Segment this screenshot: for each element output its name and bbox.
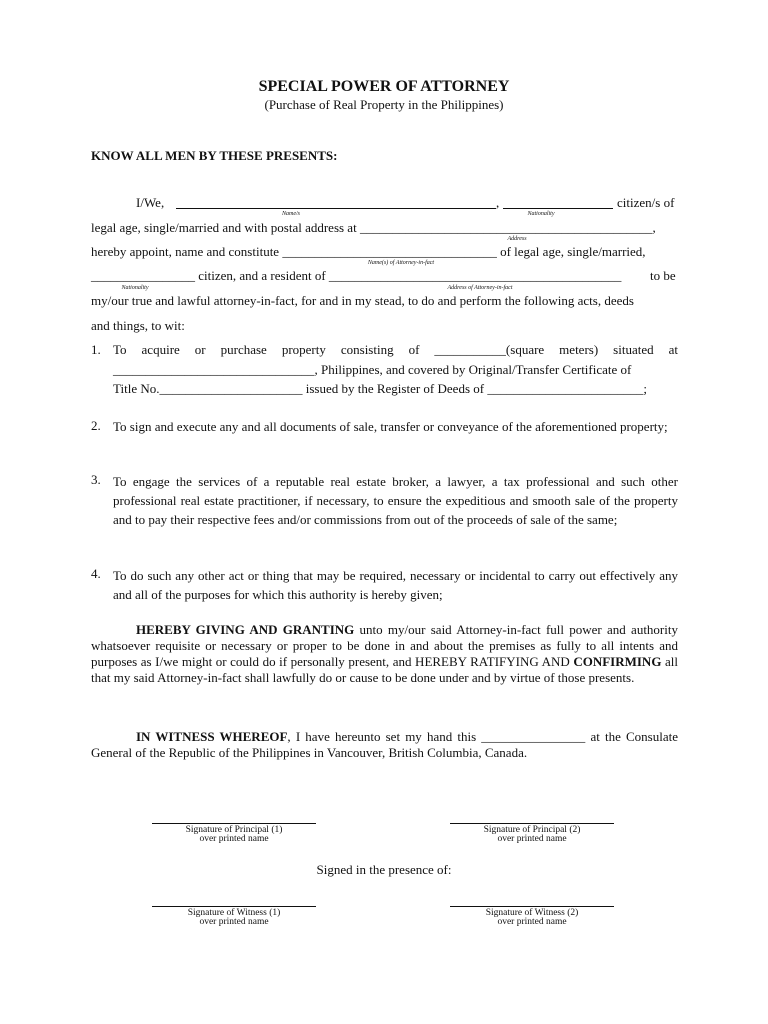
document-title: SPECIAL POWER OF ATTORNEY bbox=[258, 78, 510, 95]
item-3-text: To engage the services of a reputable real estate broker, a lawyer, a tax professional and such other professional real estate practitioner, if necessary, to ensure the expeditious and smooth sale of the property and to pay their respective fees and/or commissions from out of the proceeds of sale of the same; bbox=[113, 474, 678, 527]
witness-1-printed: over printed name bbox=[199, 917, 269, 927]
granting-text-1: unto my/our said Attorney-in-fact full power and authority whatsoever requisite or necessary or proper to be done in and about the premises as fully to all intents and purposes as I/we might or could do if personally present, and HEREBY RATIFYING AND bbox=[91, 622, 678, 669]
granting-bold-1: HEREBY GIVING AND GRANTING bbox=[136, 622, 355, 637]
item-2-number: 2. bbox=[91, 418, 101, 433]
opening-line-2: legal age, single/married and with postal address at _____________________________________________, bbox=[91, 220, 656, 235]
names-blank bbox=[176, 208, 496, 209]
granting-paragraph bbox=[91, 622, 678, 686]
item-1-line-2: _______________________________, Philippines, and covered by Original/Transfer Certificate of bbox=[113, 362, 632, 377]
principal-2-label: Signature of Principal (2) bbox=[483, 825, 581, 835]
intro-heading: KNOW ALL MEN BY THESE PRESENTS: bbox=[91, 148, 338, 163]
caption-address-attorney: Address of Attorney-in-fact bbox=[447, 285, 513, 291]
principal-1-printed: over printed name bbox=[199, 834, 269, 844]
item-4-number: 4. bbox=[91, 566, 101, 581]
opening-line-3: hereby appoint, name and constitute _________________________________ of legal age, single/married, bbox=[91, 244, 646, 259]
opening-line-6: and things, to wit: bbox=[91, 318, 185, 333]
principal-1-label: Signature of Principal (1) bbox=[185, 825, 283, 835]
principal-1-signature-line bbox=[152, 823, 316, 824]
item-3-number: 3. bbox=[91, 472, 101, 487]
granting-text-2: all that my said Attorney-in-fact shall lawfully do or cause to be done under and by virtue of those presents. bbox=[91, 654, 678, 685]
to-be-text: to be bbox=[650, 268, 676, 283]
witness-1-signature-line bbox=[152, 906, 316, 907]
caption-names: Name/s bbox=[282, 211, 300, 217]
caption-address: Address bbox=[507, 236, 527, 242]
nationality-attorney-blank: ________________ bbox=[91, 268, 195, 283]
signed-in-presence: Signed in the presence of: bbox=[316, 862, 452, 877]
witness-1-label: Signature of Witness (1) bbox=[187, 908, 281, 918]
witness-bold: IN WITNESS WHEREOF bbox=[136, 729, 288, 744]
opening-prefix: I/We, bbox=[136, 195, 165, 210]
opening-suffix: citizen/s of bbox=[617, 195, 675, 210]
caption-nationality: Nationality bbox=[527, 211, 555, 217]
item-1-number: 1. bbox=[91, 342, 101, 357]
granting-bold-2: CONFIRMING bbox=[573, 654, 662, 669]
opening-line-1 bbox=[136, 195, 164, 211]
nationality-blank bbox=[503, 208, 613, 209]
caption-attorney-name: Name(s) of Attorney-in-fact bbox=[367, 260, 435, 266]
caption-nationality-attorney: Nationality bbox=[121, 285, 149, 291]
opening-line-5: my/our true and lawful attorney-in-fact, for and in my stead, to do and perform the following acts, deeds bbox=[91, 293, 634, 308]
principal-2-signature-line bbox=[450, 823, 614, 824]
item-2-text: To sign and execute any and all documents of sale, transfer or conveyance of the aforementioned property; bbox=[113, 419, 668, 434]
witness-2-signature-line bbox=[450, 906, 614, 907]
resident-text: citizen, and a resident of _____________________________________________ bbox=[198, 268, 622, 283]
principal-2-printed: over printed name bbox=[497, 834, 567, 844]
witness-2-label: Signature of Witness (2) bbox=[485, 908, 579, 918]
opening-line-4 bbox=[91, 268, 621, 284]
document-subtitle: (Purchase of Real Property in the Philippines) bbox=[264, 97, 504, 112]
witness-2-printed: over printed name bbox=[497, 917, 567, 927]
opening-comma: , bbox=[496, 195, 500, 210]
item-1-line-1: To acquire or purchase property consisting of ___________(square meters) situated at bbox=[113, 342, 678, 357]
item-1-line-3: Title No.______________________ issued by the Register of Deeds of ________________________; bbox=[113, 381, 647, 396]
witness-paragraph bbox=[91, 729, 678, 761]
item-4-text: To do such any other act or thing that may be required, necessary or incidental to carry out effectively any and all of the purposes for which this authority is hereby given; bbox=[113, 568, 678, 602]
witness-text: , I have hereunto set my hand this ________________ at the Consulate General of the Republic of the Philippines in Vancouver, British Columbia, Canada. bbox=[91, 729, 678, 760]
